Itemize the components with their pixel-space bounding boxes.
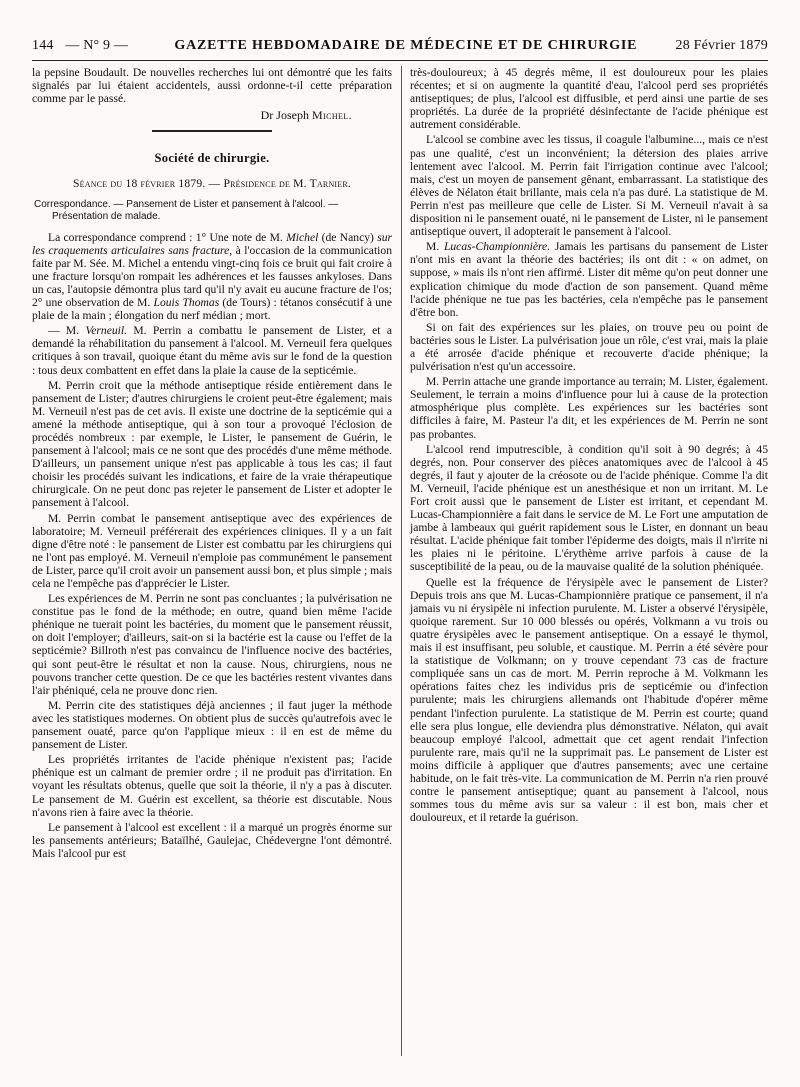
paragraph-8: Le pansement à l'alcool est excellent : il a marqué un progrès énorme sur les pansements antérieurs; Bataïlhé, Gaulejac, Chédevergne l'ont démontré. Mais l'alcool pur est (32, 820, 392, 860)
paragraph-verneuil (32, 324, 392, 376)
section-separator (152, 130, 272, 132)
page-number: 144 (32, 38, 54, 53)
paragraph-erysipele: Quelle est la fréquence de l'érysipèle avec le pansement de Lister? Depuis trois ans que M. Lucas-Championnière pratique ce pansement, il n'a jamais vu ni érysipèle ni infection purulente. M. Lister a observé l'érysipèle, quoique rarement. Sur 10 000 blessés ou opérés, Volkmann a vu trois ou quatre érysipèles avec le pansement antiseptique. On a essayé le thymol, mais il est insuffisant, peu soluble, et caustique. M. Perrin a été sévère pour la statistique de Volkmann; on y trouve cependant 73 cas de fracture compliquée sans un cas de mort. M. Perrin reproche à M. Volkmann les opérations faites chez les individus pris de septicémie ou d'infection purulente; mais les chirurgiens allemands ont l'habitude d'opérer même pendant l'infection purulente. La statistique de M. Perrin est courte; quand elle sera plus longue, elle deviendra plus démonstrative. Nélaton, qui avait beaucoup employé l'alcool, admettait que cet agent rendait l'infection purulente rare, mais qu'il ne la supprimait pas. Le pansement de Lister est moins difficile à appliquer que d'autres pansements; avec une certaine habitude, on le fait très-vite. La communication de M. Perrin n'a rien prouvé contre le pansement antiseptique; quant au pansement à l'alcool, nous sommes tous du même avis sur sa valeur : il est bon, mais cher et douloureux, et il retarde la guérison. (410, 575, 768, 825)
issue-number: — N° 9 — (65, 38, 129, 53)
seance-line (32, 177, 392, 190)
column-divider (401, 66, 402, 1056)
paragraph-alcool: L'alcool se combine avec les tissus, il coagule l'albumine..., mais ce n'est pas une qualité, c'est un inconvénient; la détersion des plaies arrive lentement avec l'alcool. M. Perrin fait l'irrigation continue avec l'alcool; mais, c'est un moyen de pansement gênant, embarrassant. La statistique des élèves de Nélaton était brillante, mais cela n'a pas duré. La statistique de M. Perrin n'est pas meilleure que celle de Lister. Si M. Verneuil n'avait à sa disposition ni le pansement ouaté, ni le pansement de Lister, ni le pansement antiseptique ouvert, il adopterait le pansement à l'alcool. (410, 133, 768, 239)
author-michel: Michel (286, 230, 319, 244)
journal-title: GAZETTE HEBDOMADAIRE DE MÉDECINE ET DE CHIRURGIE (174, 38, 638, 53)
correspondance-line-1: Correspondance. — Pansement de Lister et pansement à l'alcool. — (34, 198, 339, 210)
header-rule (32, 60, 768, 61)
paragraph-continued: très-douloureux; à 45 degrés même, il est douloureux pour les plaies récentes; et si on augmente la quantité d'eau, l'alcool perd ses propriétés antiseptiques; de plus, l'alcool est diffusible, et perd ainsi une partie de ses propriétés. La durée de la propriété désinfectante de l'acide phénique est autrement considérable. (410, 66, 768, 132)
text-run: (de Nancy) (318, 230, 378, 244)
paragraph-5: Les expériences de M. Perrin ne sont pas concluantes ; la pulvérisation ne constitue pas le fond de la méthode; en outre, quand bien même l'acide phénique ne tuerait point les bactéries, du moment que le pansement réussit, on doit l'employer; d'ailleurs, sait-on si la bactérie est la cause ou l'effet de la septicémie? Billroth n'est pas convaincu de l'influence nocive des bactéries, qui sont peut-être le résultat et non la cause. Nous, chirurgiens, nous ne pouvons trancher cette question. De ce que les bactéries restent vivantes dans l'air phéniqué, cela ne prouve donc rien. (32, 592, 392, 697)
speaker-lucas-championniere: Lucas-Championnière. (443, 240, 551, 254)
speaker-verneuil: Verneuil. (85, 324, 128, 338)
intro-paragraph: la pepsine Boudault. De nouvelles recherches lui ont démontré que les faits signalés par lui étaient accidentels, aussi ordonne-t-il cette préparation comme par le passé. (32, 66, 392, 106)
left-column (32, 66, 392, 860)
issue-date: 28 Février 1879 (675, 38, 768, 53)
paragraph-lucas-championniere (410, 240, 768, 319)
signature (32, 109, 352, 122)
header-left (32, 38, 136, 54)
paragraph-plaies: Si on fait des expériences sur les plaies, on trouve peu ou point de bactéries sous le Lister. La pulvérisation joue un rôle, c'est vrai, mais la plaie a été arrosée d'acide phénique et recouverte d'acide phénique; la pulvérisation n'est qu'un accessoire. (410, 320, 768, 374)
text-run: M. (426, 240, 444, 254)
correspondance-summary (32, 199, 392, 223)
seance-presidence: Présidence de M. Tarnier. (223, 177, 352, 191)
signature-name: Michel. (311, 108, 352, 123)
author-thomas: Louis Thomas (153, 296, 220, 310)
text-run: (de Tours) : tétanos consécutif à une plaie de la main ; élongation du nerf médian ; mort. (32, 296, 393, 323)
paragraph-correspondance (32, 231, 392, 323)
paragraph-4: M. Perrin combat le pansement antiseptique avec des expériences de laboratoire; M. Verneuil préférerait des expériences cliniques. Il y a un fait digne d'être noté : le pansement de Lister est combattu par les chirurgiens qui ne l'ont pas employé. M. Verneuil n'emploie pas communément le pansement de Lister, parce qu'il croit avoir un pansement aussi bon, et plus simple ; mais cela ne l'empêche pas d'apprécier le Lister. (32, 511, 392, 590)
page-header (32, 38, 768, 60)
paragraph-7: Les propriétés irritantes de l'acide phénique n'existent pas; l'acide phénique est un calmant de premier ordre ; il ne produit pas d'irritation. En voyant les résultats obtenus, quelle que soit la théorie, il n'y a pas à discuter. Le pansement de M. Guérin est excellent, sa théorie est discutable. Nous n'avons rien à faire avec la théorie. (32, 753, 392, 819)
paragraph-6: M. Perrin cite des statistiques déjà anciennes ; il faut juger la méthode avec les statistiques modernes. On obtient plus de succès qu'autrefois avec le pansement ouaté, parce qu'on l'applique mieux : il en est de même du pansement de Lister. (32, 698, 392, 752)
society-title: Société de chirurgie. (154, 151, 270, 166)
correspondance-line-2: Présentation de malade. (52, 210, 161, 222)
note-title: sur les craquements articulaires sans fracture (32, 230, 393, 257)
text-run: , à l'occasion de la communication faite par M. Sée. M. Michel a entendu vingt-cinq fois ce bruit qui fait croire à une fracture lorsqu'on rompait les adhérences et les fausses ankyloses. Dans un cas, l'autopsie démontra plus tard qu'il n'y avait eu aucune fracture de l'os; 2° une observation de M. (32, 243, 392, 310)
paragraph-imputrescible: L'alcool rend imputrescible, à condition qu'il soit à 90 degrés; à 45 degrés, non. Pour conserver des pièces anatomiques avec de l'alcool à 45 degrés, il faut y ajouter de la créosote ou de l'acide phénique. Comme l'a dit M. Verneuil, l'acide phénique est un anesthésique et non un irritant. M. Le Fort croit aussi que le pansement de Lister est irritant, et cependant M. Lucas-Championnière a fait dans le service de M. Le Fort une amputation de jambe à lambeaux qui guérit rapidement sous le Lister, en donnant un beau résultat. L'acide phénique fait tomber l'épiderme des doigts, mais il n'irrite ni les plaies ni le péritoine. L'érythème arrive parfois à cause de la susceptibilité de la peau, ou de la mauvaise qualité de la solution phéniquée. (410, 442, 768, 574)
signature-prefix: Dr Joseph (260, 108, 309, 123)
seance-date: Séance du 18 février 1879. — (72, 177, 224, 191)
paragraph-3: M. Perrin croit que la méthode antiseptique réside entièrement dans le pansement de Lister; d'autres chirurgiens le croient peut-être également; mais M. Verneuil n'est pas de cet avis. Il existe une doctrine de la septicémie qui a amené la méthode antiseptique, qui à son tour a provoqué l'éclosion de procédés nombreux : par exemple, le Lister, le pansement de Guérin, le pansement à l'alcool; mais ce ne sont que des procédés d'une même méthode. D'ailleurs, un pansement unique n'est pas applicable à tous les cas; il faut choisir les procédés suivant les indications, et faire de la vraie thérapeutique chirurgicale. On ne peut donc pas rejeter le pansement de Lister et adopter le pansement à l'alcool. (32, 378, 392, 510)
text-run: La correspondance comprend : 1° Une note de M. (48, 230, 287, 244)
text-run: — M. (48, 324, 86, 338)
text-run: Jamais les partisans du pansement de Lister n'ont mis en avant la théorie des bactéries; ils ont dit : « on admet, on suppose, » mais ils n'ont rien affirmé. Lister dit même qu'on peut donner une explication chimique du mode d'action de son pansement. Quand même l'acide phénique ne tue pas les bactéries, cela n'empêche pas le pansement d'être bon. (410, 240, 768, 319)
paragraph-terrain: M. Perrin attache une grande importance au terrain; M. Lister, également. Seulement, le terrain a moins d'influence pour lui à cause de la protection atmosphérique plus complète. Les expériences sur les bactéries sont difficiles à faire, M. Pasteur l'a dit, et les expériences de M. Perrin ne sont pas probantes. (410, 375, 768, 441)
right-column (410, 66, 768, 824)
text-run: M. Perrin a combattu le pansement de Lister, et a demandé la réhabilitation du pansement à l'alcool. M. Verneuil fera quelques critiques à son travail, quoique étant du même avis sur le fond de la question : tous deux combattent en effet dans la plaie la cause de la septicémie. (32, 324, 392, 377)
